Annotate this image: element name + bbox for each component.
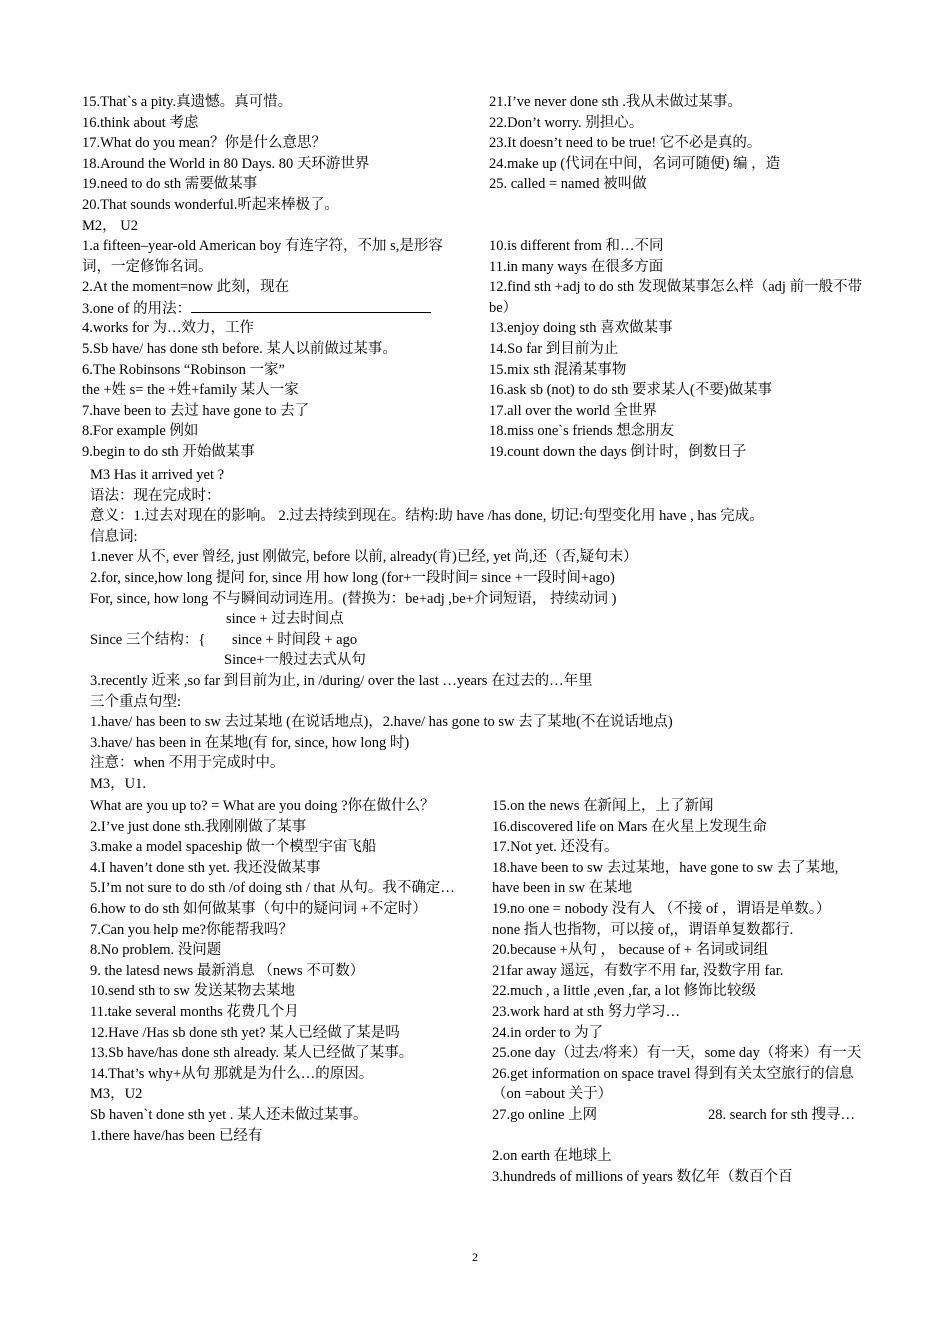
list-item: 13.Sb have/has done sth already. 某人已经做了某事。	[90, 1045, 414, 1062]
list-item-pair: 27.go online 上网 28. search for sth 搜寻…	[492, 1106, 855, 1123]
text-line: 信息词:	[90, 528, 138, 545]
list-item: 6.The Robinsons “Robinson 一家”	[82, 361, 285, 378]
list-item: 18.miss one`s friends 想念朋友	[489, 423, 675, 440]
list-item: 19.count down the days 倒计时，倒数日子	[489, 443, 747, 460]
list-item: 13.enjoy doing sth 喜欢做某事	[489, 320, 673, 337]
list-item: 2.I’ve just done sth.我刚刚做了某事	[90, 818, 307, 835]
list-item: 23.It doesn’t need to be true! 它不必是真的。	[489, 135, 762, 152]
list-item: 16.think about 考虑	[82, 114, 199, 131]
list-item: 15.mix sth 混淆某事物	[489, 361, 627, 378]
section-m3u1-right	[492, 796, 864, 1187]
list-item: 14.That’s why+从句 那就是为什么…的原因。	[90, 1065, 374, 1082]
list-item: 8.For example 例如	[82, 423, 199, 440]
list-item: 23.work hard at sth 努力学习…	[492, 1003, 681, 1020]
list-item: 5.I’m not sure to do sth /of doing sth / that 从句。我不确定…	[90, 880, 455, 897]
list-item: 11.take several months 花费几个月	[90, 1003, 299, 1020]
list-item: 16.discovered life on Mars 在火星上发现生命	[492, 818, 768, 835]
list-item: the +姓 s= the +姓+family 某人一家	[82, 382, 299, 399]
list-item: none 指人也指物，可以接 of,，谓语单复数都行.	[492, 921, 794, 938]
list-item: 7.have been to 去过 have gone to 去了	[82, 402, 310, 419]
list-item: 11.in many ways 在很多方面	[489, 258, 664, 275]
list-item: 17.What do you mean？你是什么意思？	[82, 135, 327, 152]
list-item: 10.send sth to sw 发送某物去某地	[90, 983, 296, 1000]
list-item: 25. called = named 被叫做	[489, 176, 647, 193]
list-item: 20.That sounds wonderful.听起来棒极了。	[82, 196, 339, 213]
list-item: 24.in order to 为了	[492, 1024, 604, 1041]
text-line: 意义：1.过去对现在的影响。 2.过去持续到现在。结构:助 have /has done, 切记:句型变化用 have , has 完成。	[90, 508, 764, 525]
list-item: What are you up to? = What are you doing ?你在做什么？	[90, 798, 435, 814]
section-heading: M3，U2	[90, 1086, 143, 1103]
text-line: 三个重点句型:	[90, 693, 182, 710]
section-m2u2-left	[82, 236, 460, 463]
text-line: For, since, how long 不与瞬间动词连用。(替换为：be+adj ,be+介词短语， 持续动词 )	[90, 590, 617, 607]
list-item: 2.At the moment=now 此刻，现在	[82, 279, 290, 296]
text-line: 1.never 从不, ever 曾经, just 刚做完, before 以前, already(肯)已经, yet 尚,还（否,疑句末）	[90, 549, 638, 566]
list-item: 14.So far 到目前为止	[489, 340, 619, 357]
list-item: 17.all over the world 全世界	[489, 402, 657, 419]
list-item: 12.Have /Has sb done sth yet? 某人已经做了某是吗	[90, 1024, 400, 1041]
text-line: 3.recently 近来 ,so far 到目前为止, in /during/ over the last …years 在过去的…年里	[90, 672, 593, 689]
list-item: 3.make a model spaceship 做一个模型宇宙飞船	[90, 839, 377, 856]
list-item: 21far away 遥远，有数字不用 far, 没数字用 far.	[492, 962, 784, 979]
section-m3-grammar	[90, 465, 890, 795]
list-item: 19.need to do sth 需要做某事	[82, 176, 258, 193]
list-item	[492, 1126, 864, 1147]
section-heading: M2， U2	[82, 217, 138, 234]
list-item: 4.works for 为…效力，工作	[82, 320, 254, 337]
list-item: 10.is different from 和…不同	[489, 238, 664, 254]
list-item: 1.there have/has been 已经有	[90, 1127, 263, 1144]
list-item: 3.one of 的用法：	[82, 298, 460, 319]
fill-in-blank	[191, 298, 431, 313]
text-line: 2.for, since,how long 提问 for, since 用 how long (for+一段时间= since +一段时间+ago)	[90, 569, 615, 586]
list-item: 15.on the news 在新闻上，上了新闻	[492, 798, 714, 814]
text-line: 注意：when 不用于完成时中。	[90, 755, 285, 772]
list-item: 18.Around the World in 80 Days. 80 天环游世界	[82, 155, 370, 172]
list-item: 16.ask sb (not) to do sth 要求某人(不要)做某事	[489, 382, 773, 399]
section-m2u2-right	[489, 236, 864, 463]
list-item: 18.have been to sw 去过某地，have gone to sw 去了某地, have been in sw 在某地	[492, 859, 839, 897]
list-item: 26.get information on space travel 得到有关太空旅行的信息（on =about 关于）	[492, 1065, 854, 1103]
section-heading: M3 Has it arrived yet ?	[90, 467, 225, 483]
list-item: 21.I’ve never done sth .我从未做过某事。	[489, 94, 742, 110]
list-item: 17.Not yet. 还没有。	[492, 839, 619, 856]
list-item: 7.Can you help me?你能帮我吗？	[90, 921, 293, 938]
list-item: 5.Sb have/ has done sth before. 某人以前做过某事。	[82, 340, 397, 357]
since-structure-bottom: Since+一般过去式从句	[224, 652, 366, 669]
text-line: 语法：现在完成时：	[90, 487, 221, 504]
since-structure-top: since + 过去时间点	[226, 611, 344, 628]
section-heading: M3，U1.	[90, 775, 146, 792]
list-item: Sb haven`t done sth yet . 某人还未做过某事。	[90, 1106, 368, 1123]
list-item: 12.find sth +adj to do sth 发现做某事怎么样（adj 前一般不带 be）	[489, 279, 863, 316]
list-item: 24.make up (代词在中间，名词可随便) 编 ，造	[489, 155, 781, 172]
list-item: 6.how to do sth 如何做某事（句中的疑问词 +不定时）	[90, 900, 427, 917]
text-line: 1.have/ has been to sw 去过某地 (在说话地点)，2.have/ has gone to sw 去了某地(不在说话地点)	[90, 714, 673, 731]
since-structure-middle: Since 三个结构：{ since + 时间段 + ago	[90, 631, 358, 648]
list-item: 9. the latesd news 最新消息 （news 不可数）	[90, 962, 365, 979]
list-item: 15.That`s a pity.真遗憾。真可惜。	[82, 94, 293, 110]
list-item: 20.because +从句 ， because of + 名词或词组	[492, 942, 769, 959]
list-item: 4.I haven’t done sth yet. 我还没做某事	[90, 859, 321, 876]
list-item: 3.hundreds of millions of years 数亿年（数百个百	[492, 1168, 793, 1185]
list-item: 2.on earth 在地球上	[492, 1148, 612, 1165]
list-item: 22.much , a little ,even ,far, a lot 修饰比较级	[492, 983, 756, 1000]
list-item: 22.Don’t worry. 别担心。	[489, 114, 644, 131]
list-item: 8.No problem. 没问题	[90, 942, 222, 959]
list-item: 19.no one = nobody 没有人 （不接 of ，谓语是单数。）	[492, 900, 831, 917]
page-number: 2	[472, 1250, 478, 1264]
list-item: 9.begin to do sth 开始做某事	[82, 443, 255, 460]
list-item: 1.a fifteen–year-old American boy 有连字符，不加 s,是形容词，一定修饰名词。	[82, 238, 443, 275]
list-item: 25.one day（过去/将来）有一天，some day（将来）有一天	[492, 1045, 862, 1062]
section-m2u1-left	[82, 92, 460, 236]
text-line: 3.have/ has been in 在某地(有 for, since, how long 时)	[90, 734, 410, 751]
section-m2u1-right	[489, 92, 864, 195]
section-m3u1-left	[90, 796, 460, 1146]
